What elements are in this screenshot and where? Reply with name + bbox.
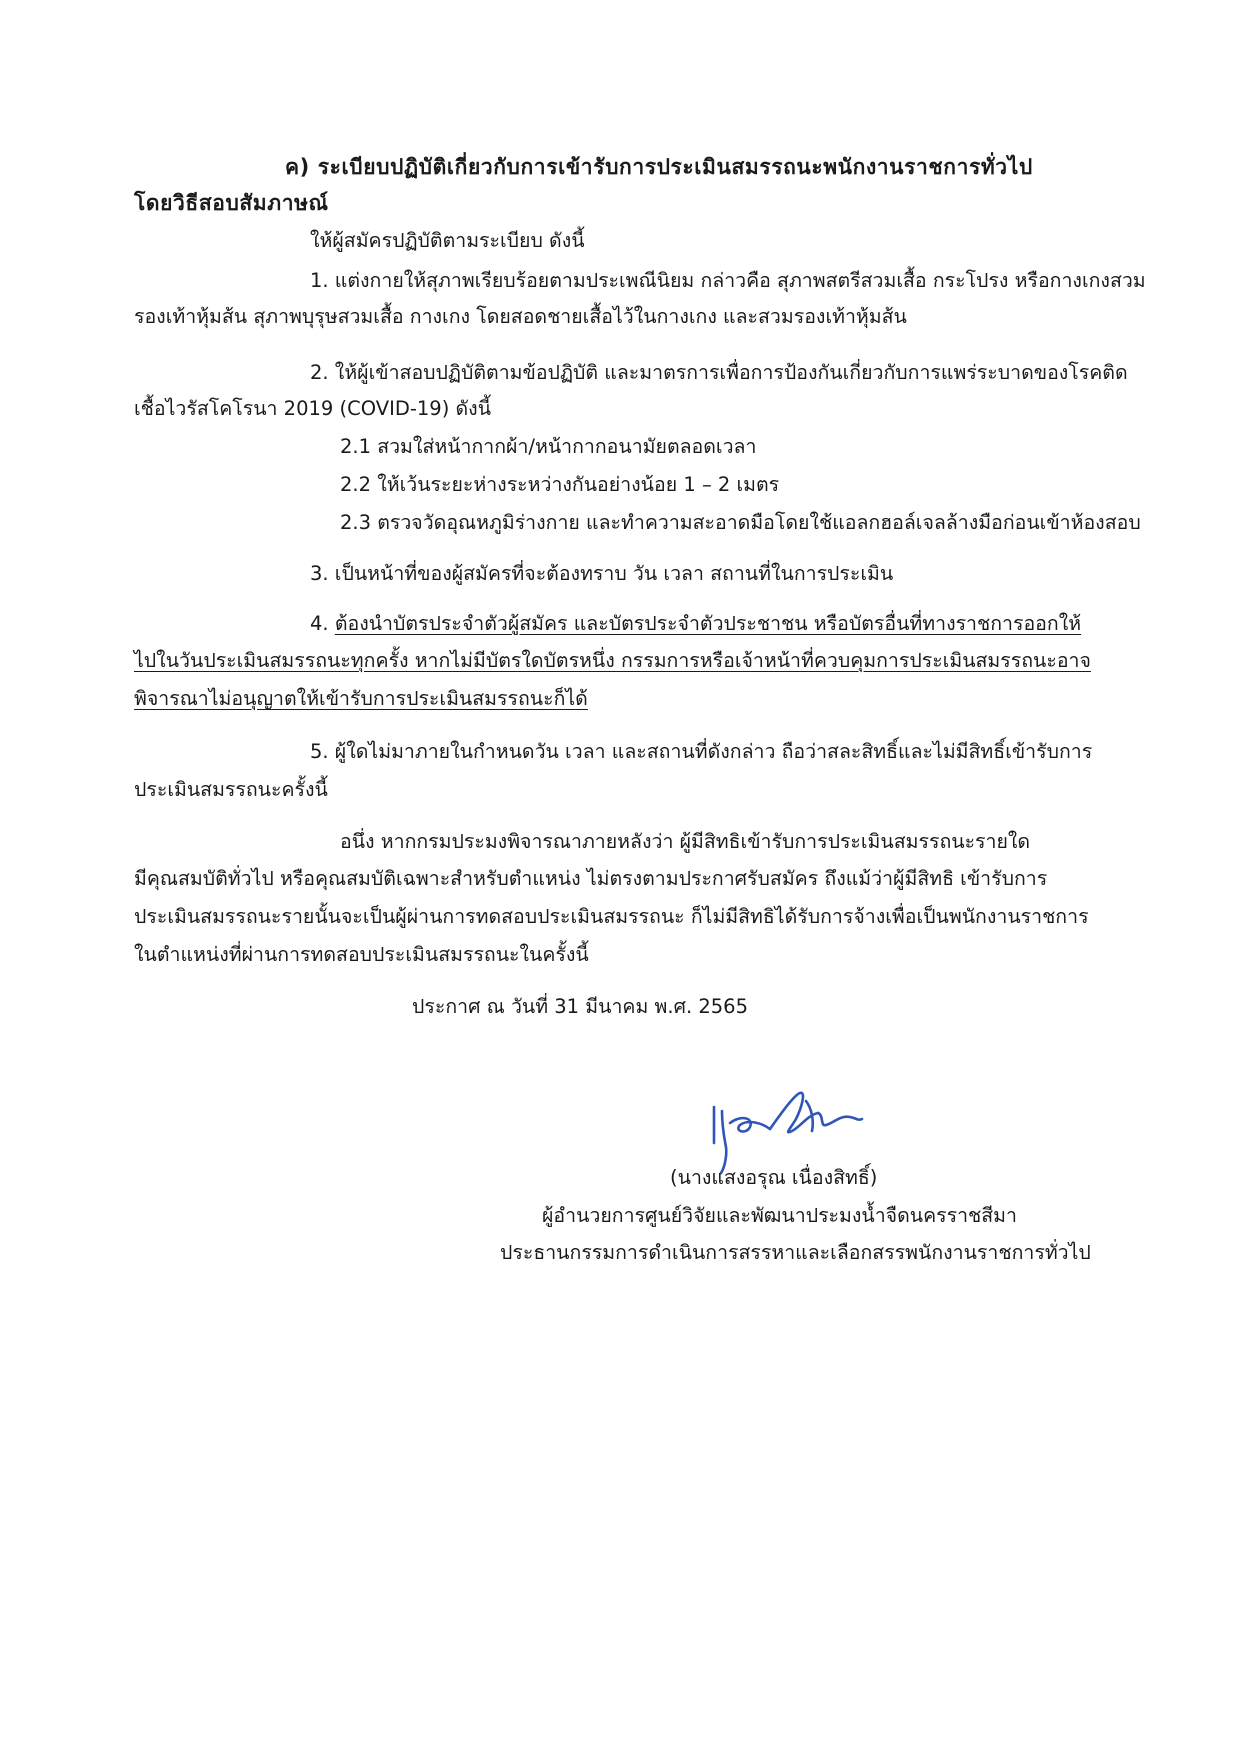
item-2-sub-1: 2.1 สวมใส่หน้ากากผ้า/หน้ากากอนามัยตลอดเวลา [340,435,757,458]
item-2-line-1: 2. ให้ผู้เข้าสอบปฏิบัติตามข้อปฏิบัติ และมาตรการเพื่อการป้องกันเกี่ยวกับการแพร่ระบาดของโรคติด [310,361,1128,384]
note-line-2: มีคุณสมบัติทั่วไป หรือคุณสมบัติเฉพาะสำหรับตำแหน่ง ไม่ตรงตามประกาศรับสมัคร ถึงแม้ว่าผู้มีสิทธิ เข้ารับการ [134,867,1048,890]
item-4-number: 4. [310,612,335,635]
section-heading-continued: โดยวิธีสอบสัมภาษณ์ [134,191,329,215]
item-4-underlined-text: ต้องนำบัตรประจำตัวผู้สมัคร และบัตรประจำตัวประชาชน หรือบัตรอื่นที่ทางราชการออกให้ [334,612,1082,635]
item-1-line-2: รองเท้าหุ้มส้น สุภาพบุรุษสวมเสื้อ กางเกง โดยสอดชายเสื้อไว้ในกางเกง และสวมรองเท้าหุ้มส้น [134,305,907,328]
item-2-sub-3: 2.3 ตรวจวัดอุณหภูมิร่างกาย และทำความสะอาดมือโดยใช้แอลกฮอล์เจลล้างมือก่อนเข้าห้องสอบ [340,511,1141,534]
item-2-line-2: เชื้อไวรัสโคโรนา 2019 (COVID-19) ดังนี้ [134,397,492,420]
signer-title-2: ประธานกรรมการดำเนินการสรรหาและเลือกสรรพนักงานราชการทั่วไป [500,1241,1091,1264]
intro-text: ให้ผู้สมัครปฏิบัติตามระเบียบ ดังนี้ [310,229,585,252]
note-line-1: อนึ่ง หากกรมประมงพิจารณาภายหลังว่า ผู้มีสิทธิเข้ารับการประเมินสมรรถนะรายใด [340,830,1031,853]
section-heading: ค) ระเบียบปฏิบัติเกี่ยวกับการเข้ารับการประเมินสมรรถนะพนักงานราชการทั่วไป [285,155,1033,179]
item-3: 3. เป็นหน้าที่ของผู้สมัครที่จะต้องทราบ วัน เวลา สถานที่ในการประเมิน [310,562,894,585]
item-1-line-1: 1. แต่งกายให้สุภาพเรียบร้อยตามประเพณีนิยม กล่าวคือ สุภาพสตรีสวมเสื้อ กระโปรง หรือกางเกงสวม [310,269,1146,292]
announcement-date: ประกาศ ณ วันที่ 31 มีนาคม พ.ศ. 2565 [412,995,748,1018]
handwritten-signature [700,1085,880,1175]
item-4-line-2: ไปในวันประเมินสมรรถนะทุกครั้ง หากไม่มีบัตรใดบัตรหนึ่ง กรรมการหรือเจ้าหน้าที่ควบคุมการประเมินสมรรถนะอาจ [134,649,1091,672]
signer-title-1: ผู้อำนวยการศูนย์วิจัยและพัฒนาประมงน้ำจืดนครราชสีมา [542,1204,1017,1227]
item-5-line-2: ประเมินสมรรถนะครั้งนี้ [134,778,328,801]
item-4-line-1 [310,609,1081,639]
item-5-line-1: 5. ผู้ใดไม่มาภายในกำหนดวัน เวลา และสถานที่ดังกล่าว ถือว่าสละสิทธิ์และไม่มีสิทธิ์เข้ารับการ [310,740,1093,763]
item-4-line-3: พิจารณาไม่อนุญาตให้เข้ารับการประเมินสมรรถนะก็ได้ [134,687,588,710]
signer-name: (นางแสงอรุณ เนื่องสิทธิ์) [670,1166,878,1189]
item-2-sub-2: 2.2 ให้เว้นระยะห่างระหว่างกันอย่างน้อย 1 – 2 เมตร [340,473,780,496]
note-line-3: ประเมินสมรรถนะรายนั้นจะเป็นผู้ผ่านการทดสอบประเมินสมรรถนะ ก็ไม่มีสิทธิได้รับการจ้างเพื่อเป็นพนักงานราชการ [134,905,1089,928]
note-line-4: ในตำแหน่งที่ผ่านการทดสอบประเมินสมรรถนะในครั้งนี้ [134,943,589,966]
